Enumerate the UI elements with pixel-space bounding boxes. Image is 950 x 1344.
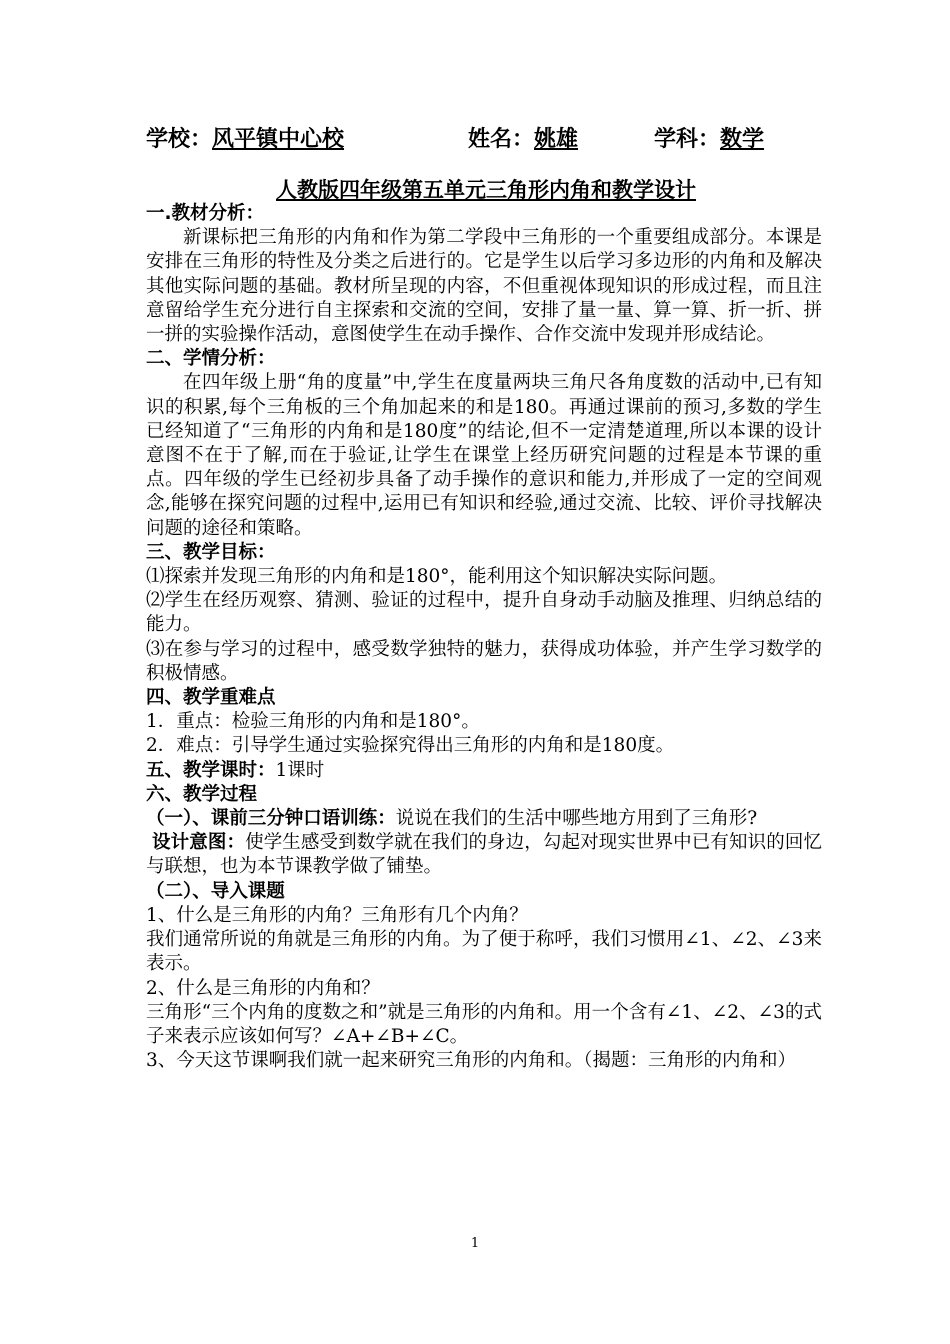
name-value: 姚雄 [534,127,579,152]
key-point: 1．重点：检验三角形的内角和是180°。 [146,711,480,733]
process-2-question-3: 3、今天这节课啊我们就一起来研究三角形的内角和。（揭题：三角形的内角和） [146,1050,797,1072]
section-5-value: 1课时 [275,759,325,781]
process-2-answer-2: 三角形“三个内角的度数之和”就是三角形的内角和。用一个含有∠1、∠2、∠3的式子来表示应该如何写？∠A+∠B+∠C。 [146,1001,822,1047]
document-body [146,202,822,1073]
section-5-heading: 五、教学课时： [146,759,276,781]
objective-2: ⑵学生在经历观察、猜测、验证的过程中，提升自身动手动脑及推理、归纳总结的能力。 [146,590,822,636]
objective-3: ⑶在参与学习的过程中，感受数学独特的魅力，获得成功体验，并产生学习数学的积极情感。 [146,638,822,684]
objective-1: ⑴探索并发现三角形的内角和是180°，能利用这个知识解决实际问题。 [146,566,728,588]
section-1-text: 新课标把三角形的内角和作为第二学段中三角形的一个重要组成部分。本课是安排在三角形的特性及分类之后进行的。它是学生以后学习多边形的内角和及解决其他实际问题的基础。教材所呈现的内容，不但重视体现知识的形成过程，而且注意留给学生充分进行自主探索和交流的空间，安排了量一量、算一算、折一折、拼一拼的实验操作活动，意图使学生在动手操作、合作交流中发现并形成结论。 [146,227,822,346]
process-1-text: 说说在我们的生活中哪些地方用到了三角形? [395,808,758,830]
subject-value: 数学 [720,127,765,152]
document-title: 人教版四年级第五单元三角形内角和教学设计 [276,178,696,202]
school-label: 学校： [146,127,213,152]
name-field [468,122,578,153]
design-intent-label: 设计意图： [152,832,246,854]
process-2-answer-1: 我们通常所说的角就是三角形的内角。为了便于称呼，我们习惯用∠1、∠2、∠3来表示。 [146,929,822,975]
subject-field [654,122,764,153]
school-value: 风平镇中心校 [212,127,345,152]
process-1 [146,807,822,831]
section-2-heading: 二、学情分析： [146,348,276,370]
process-2-heading: （二）、导入课题 [146,880,285,902]
process-1-heading: （一）、课前三分钟口语训练： [146,808,396,830]
process-1-design [146,831,822,879]
section-5 [146,759,822,783]
section-1-heading: 一.教材分析： [146,203,265,224]
page-number: 1 [470,1236,480,1251]
school-field [146,122,344,153]
difficult-point: 2．难点：引导学生通过实验探究得出三角形的内角和是180度。 [146,735,675,757]
document-header [146,122,826,156]
name-label: 姓名： [468,127,535,152]
design-intent-text: 使学生感受到数学就在我们的身边，勾起对现实世界中已有知识的回忆与联想，也为本节课教学做了铺垫。 [146,832,822,878]
subject-label: 学科： [654,127,721,152]
section-4-heading: 四、教学重难点 [146,687,276,709]
section-3-heading: 三、教学目标： [146,541,276,563]
process-2-question-2: 2、什么是三角形的内角和？ [146,977,380,999]
process-2-question-1: 1、什么是三角形的内角？三角形有几个内角？ [146,904,528,926]
section-6-heading: 六、教学过程 [146,783,258,805]
section-2-text: 在四年级上册“角的度量”中,学生在度量两块三角尺各角度数的活动中,已有知识的积累,每个三角板的三个角加起来的和是180。再通过课前的预习,多数的学生已经知道了“三角形的内角和是180度”的结论,但不一定清楚道理,所以本课的设计意图不在于了解,而在于验证,让学生在课堂上经历研究问题的过程是本节课的重点。四年级的学生已经初步具备了动手操作的意识和能力,并形成了一定的空间观念,能够在探究问题的过程中,运用已有知识和经验,通过交流、比较、评价寻找解决问题的途径和策略。 [146,372,822,539]
